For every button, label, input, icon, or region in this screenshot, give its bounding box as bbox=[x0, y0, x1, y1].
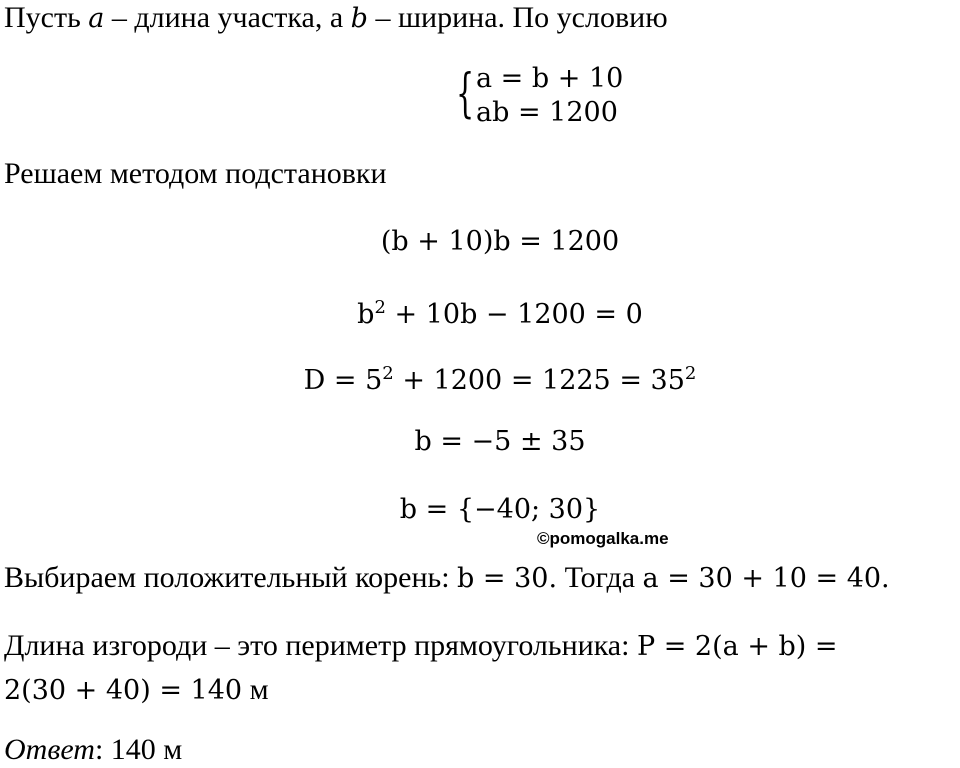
equation-quadratic-a: b bbox=[357, 299, 375, 330]
fence-math-2: 2(30 + 40) = 140 bbox=[4, 675, 243, 706]
choose-text-1: Выбираем положительный корень: bbox=[4, 561, 458, 594]
system-row-1: a = b + 10 bbox=[476, 63, 624, 94]
fence-unit: м bbox=[242, 673, 269, 706]
equation-discriminant-a: D = 5 bbox=[303, 365, 383, 396]
intro-text-1: Пусть bbox=[4, 1, 89, 34]
choose-math-1: b = 30. bbox=[457, 563, 558, 594]
equation-discriminant-power-1: 2 bbox=[382, 363, 394, 384]
intro-text-2: – длина участка, а bbox=[104, 1, 351, 34]
variable-b: b bbox=[350, 3, 368, 34]
equation-quadratic-b: + 10b − 1200 = 0 bbox=[385, 299, 643, 330]
choose-math-2: a = 30 + 10 = 40. bbox=[642, 563, 890, 594]
equation-roots-set: b = {−40; 30} bbox=[399, 494, 601, 525]
equation-substitution: (b + 10)b = 1200 bbox=[380, 226, 620, 257]
watermark: ©pomogalka.me bbox=[537, 529, 669, 548]
fence-line-1 bbox=[4, 628, 838, 665]
fence-text-1: Длина изгороди – это периметр прямоугольника: bbox=[4, 629, 637, 662]
intro-line bbox=[4, 0, 668, 37]
answer-value: 140 м bbox=[110, 733, 183, 766]
method-line: Решаем методом подстановки bbox=[4, 157, 387, 190]
system-row-2: ab = 1200 bbox=[476, 97, 618, 128]
answer-colon: : bbox=[94, 733, 111, 766]
answer-line bbox=[4, 732, 182, 768]
fence-line-2 bbox=[4, 672, 269, 709]
equation-discriminant-b: + 1200 = 1225 = 35 bbox=[393, 365, 685, 396]
choose-line bbox=[4, 560, 890, 597]
intro-text-3: – ширина. По условию bbox=[367, 1, 668, 34]
system-brace: { bbox=[456, 64, 475, 124]
equation-discriminant-power-2: 2 bbox=[684, 363, 697, 384]
answer-label: Ответ bbox=[4, 733, 95, 766]
equation-discriminant bbox=[0, 356, 960, 399]
equation-quadratic-power: 2 bbox=[374, 297, 386, 318]
fence-math-1: P = 2(a + b) = bbox=[636, 631, 838, 662]
equation-roots-formula: b = −5 ± 35 bbox=[414, 426, 586, 457]
variable-a: a bbox=[88, 3, 105, 34]
equation-quadratic bbox=[0, 290, 960, 333]
choose-text-2: Тогда bbox=[557, 561, 643, 594]
